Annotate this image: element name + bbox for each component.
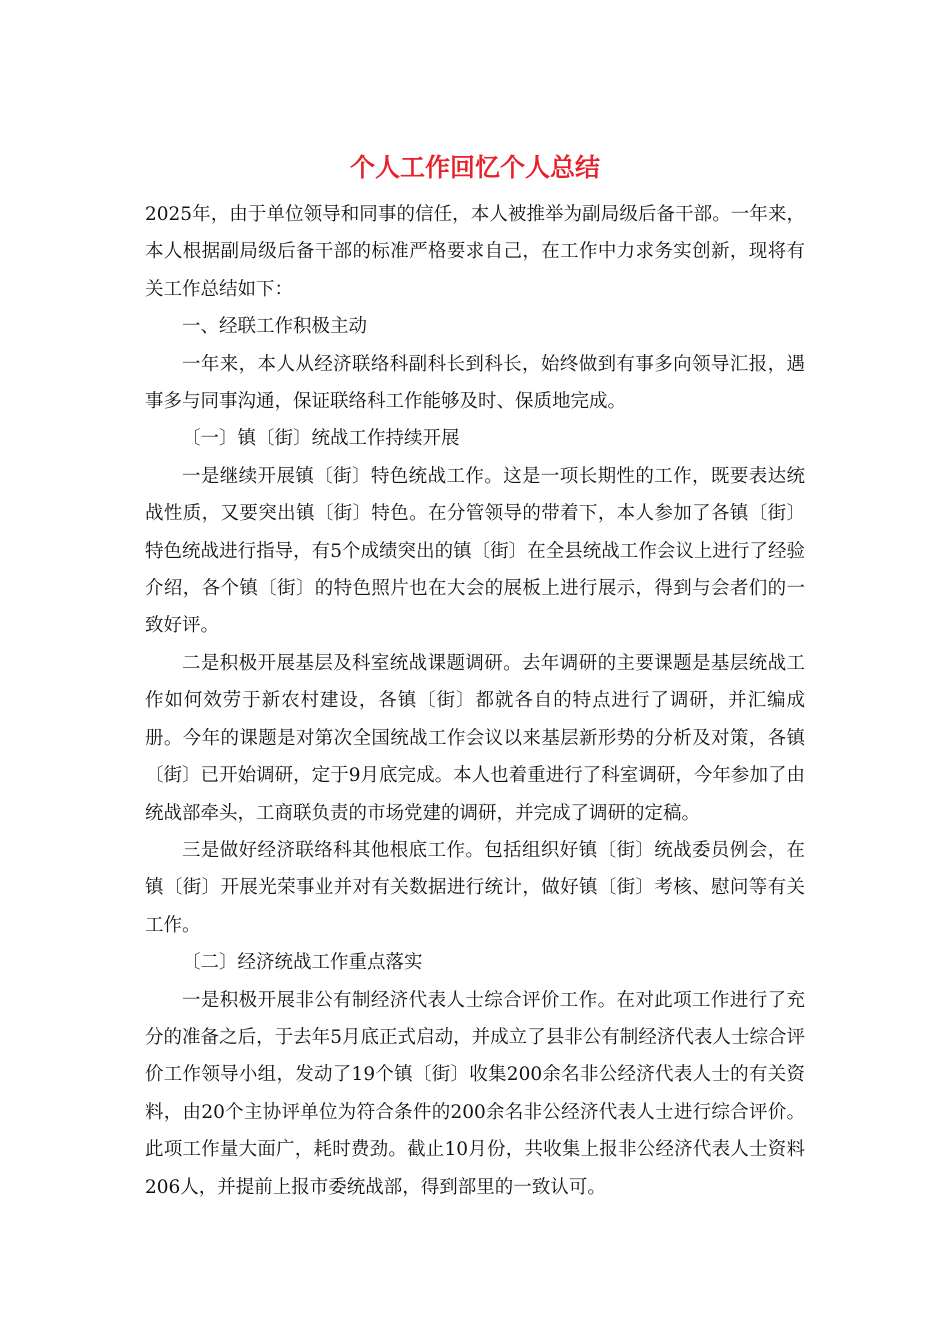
- paragraph-intro: 2025年，由于单位领导和同事的信任，本人被推举为副局级后备干部。一年来，本人根据副局级后备干部的标准严格要求自己，在工作中力求务实创新，现将有关工作总结如下：: [145, 204, 805, 300]
- document-title: 个人工作回忆个人总结: [349, 153, 600, 182]
- paragraph: 一是继续开展镇〔街〕特色统战工作。这是一项长期性的工作，既要表达统战性质，又要突出镇〔街〕特色。在分管领导的带着下，本人参加了各镇〔街〕特色统战进行指导，有5个成绩突出的镇〔街〕在全县统战工作会议上进行了经验介绍，各个镇〔街〕的特色照片也在大会的展板上进行展示，得到与会者们的一致好评。: [145, 465, 805, 637]
- paragraph: 三是做好经济联络科其他根底工作。包括组织好镇〔街〕统战委员例会，在镇〔街〕开展光荣事业并对有关数据进行统计，做好镇〔街〕考核、慰问等有关工作。: [145, 839, 805, 936]
- section-heading-1: 一、经联工作积极主动: [182, 316, 368, 338]
- paragraph: 一年来，本人从经济联络科副科长到科长，始终做到有事多向领导汇报，遇事多与同事沟通，保证联络科工作能够及时、保质地完成。: [145, 353, 805, 413]
- subsection-heading-2: 〔二〕经济统战工作重点落实: [182, 952, 423, 974]
- subsection-heading-1: 〔一〕镇〔街〕统战工作持续开展: [182, 428, 460, 450]
- document-body: [145, 196, 805, 1206]
- paragraph: 一是积极开展非公有制经济代表人士综合评价工作。在对此项工作进行了充分的准备之后，于去年5月底正式启动，并成立了县非公有制经济代表人士综合评价工作领导小组，发动了19个镇〔街〕收集200余名非公经济代表人士的有关资料，由20个主协评单位为符合条件的200余名非公经济代表人士进行综合评价。此项工作量大面广，耗时费劲。截止10月份，共收集上报非公经济代表人士资料206人，并提前上报市委统战部，得到部里的一致认可。: [145, 989, 805, 1198]
- paragraph: 二是积极开展基层及科室统战课题调研。去年调研的主要课题是基层统战工作如何效劳于新农村建设，各镇〔街〕都就各自的特点进行了调研，并汇编成册。今年的课题是对第次全国统战工作会议以来基层新形势的分析及对策，各镇〔街〕已开始调研，定于9月底完成。本人也着重进行了科室调研，今年参加了由统战部牵头，工商联负责的市场党建的调研，并完成了调研的定稿。: [145, 652, 805, 824]
